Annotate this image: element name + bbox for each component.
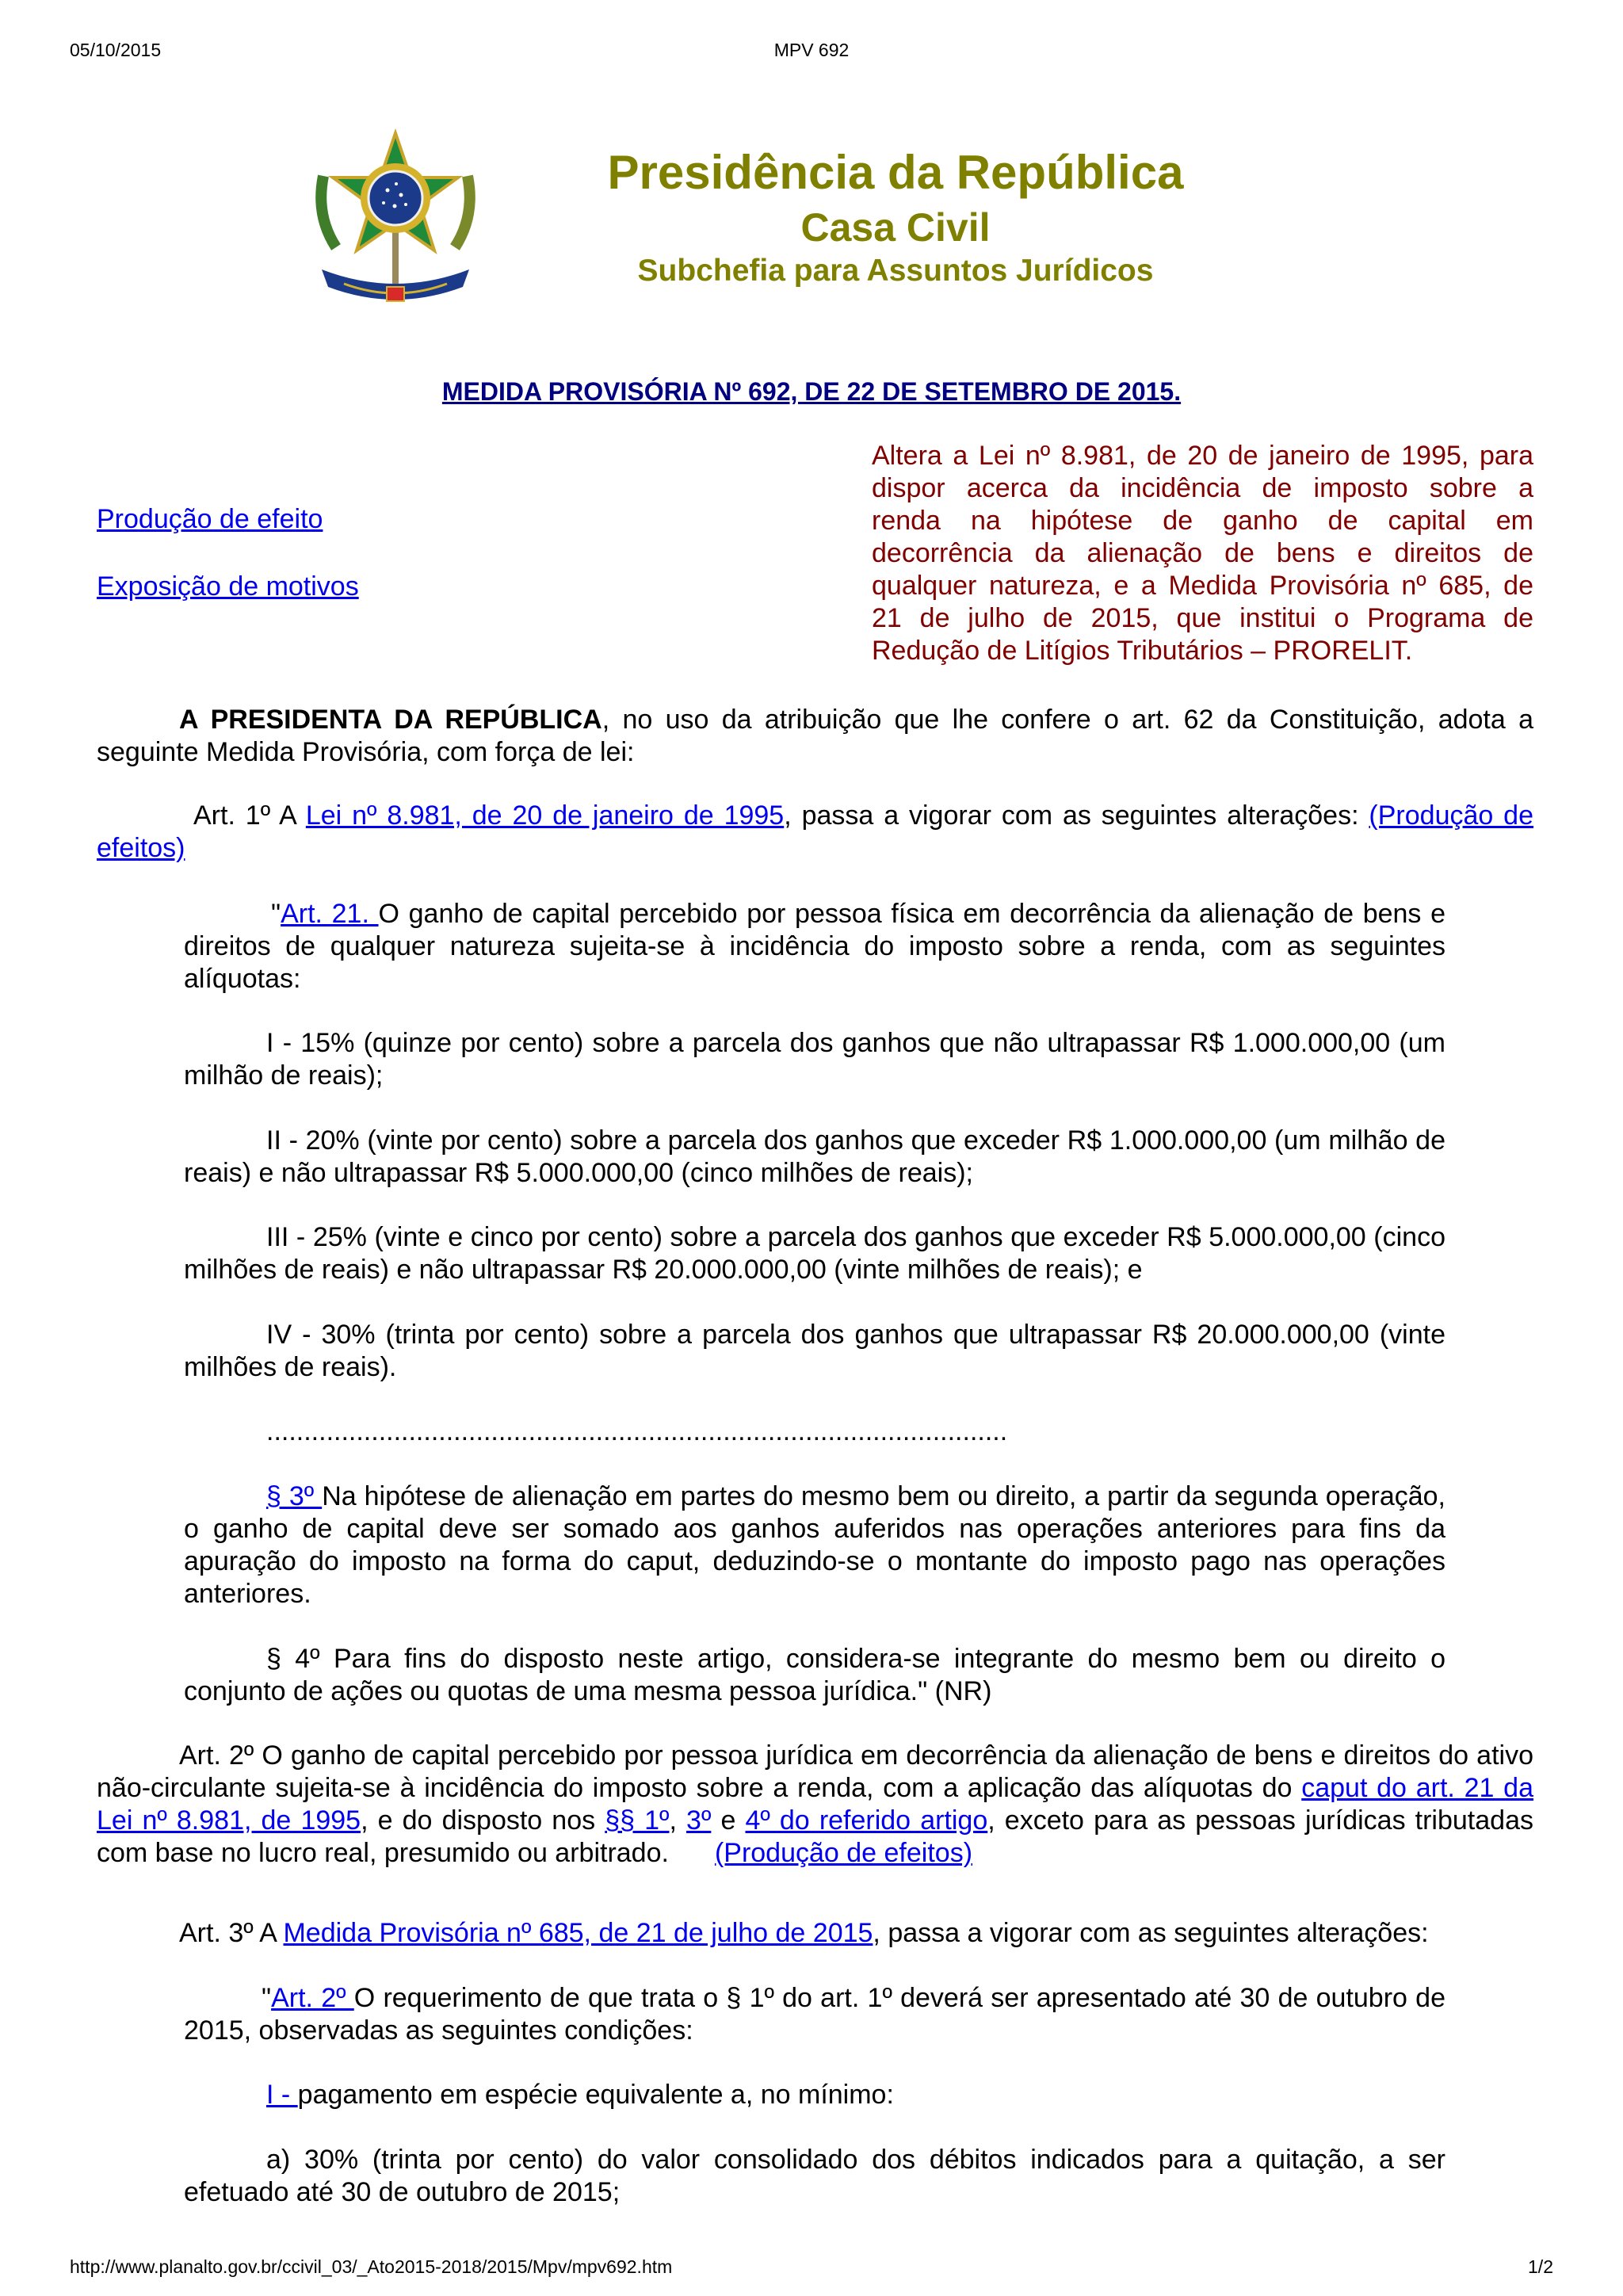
- mp685-inciso-i: [184, 2079, 1445, 2111]
- par-3-link[interactable]: § 3º: [266, 1481, 323, 1511]
- preamble: [97, 704, 1533, 769]
- ementa-line: Altera a Lei nº 8.981, de 20 de janeiro de 1995, para: [872, 441, 1533, 471]
- side-link-producao: [97, 504, 323, 535]
- masthead-casa-civil: Casa Civil: [800, 205, 991, 250]
- side-link-exposicao: [97, 571, 359, 602]
- inciso-ii: II - 20% (vinte por cento) sobre a parcela dos ganhos que exceder R$ 1.000.000,00 (um milhão de reais) e não ultrapassar R$ 5.000.000,00 (cinco milhões de reais);: [184, 1125, 1445, 1188]
- preamble-bold: A PRESIDENTA DA REPÚBLICA: [179, 705, 602, 735]
- par-3-text: Na hipótese de alienação em partes do mesmo bem ou direito, a partir da segunda operação, o ganho de capital deve ser somado aos ganhos auferidos nas operações anteriores para fins da apuração do imposto na forma do caput, deduzindo-se o montante do imposto pago nas operações anteriores.: [184, 1481, 1445, 1609]
- art-1-prefix: Art. 1º A: [193, 800, 306, 831]
- art-2-text-4: e: [711, 1805, 746, 1836]
- print-title: MPV 692: [773, 40, 850, 60]
- mp685-art-2-text: O requerimento de que trata o § 1º do art. 1º deverá ser apresentado até 30 de outubro de 2015, observadas as seguintes condições:: [184, 1983, 1445, 2046]
- producao-de-efeitos-link[interactable]: (Produção de efeitos): [97, 800, 1534, 863]
- masthead-presidencia: Presidência da República: [607, 146, 1184, 199]
- document-title: [0, 377, 1623, 407]
- caput-art-21-link[interactable]: caput do art. 21 da Lei nº 8.981, de 1995: [97, 1773, 1534, 1836]
- art-2-text-3: ,: [669, 1805, 687, 1836]
- exposicao-de-motivos-link[interactable]: Exposição de motivos: [97, 571, 359, 602]
- art-3-text: , passa a vigorar com as seguintes alterações:: [873, 1918, 1429, 1948]
- print-date: 05/10/2015: [70, 40, 162, 60]
- ementa-line: 21 de julho de 2015, que institui o Programa de: [872, 603, 1533, 633]
- art-1: [97, 800, 1533, 865]
- art-2-text-1: Art. 2º O ganho de capital percebido por pessoa jurídica em decorrência da alienação de bens e direitos do ativo não-circulante sujeita-se à incidência do imposto sobre a renda, com a aplicação das alíquotas do: [97, 1740, 1533, 1803]
- inciso-i-link[interactable]: I -: [266, 2080, 298, 2110]
- art-3-prefix: Art. 3º A: [179, 1918, 284, 1948]
- document-title-link[interactable]: MEDIDA PROVISÓRIA Nº 692, DE 22 DE SETEMBRO DE 2015.: [441, 377, 1182, 406]
- ementa-line: Redução de Litígios Tributários – PRORELIT.: [872, 636, 1413, 666]
- art-1-text: , passa a vigorar com as seguintes alterações:: [784, 800, 1369, 831]
- paragraph-4: § 4º Para fins do disposto neste artigo, considera-se integrante do mesmo bem ou direito o conjunto de ações ou quotas de uma mesma pessoa jurídica." (NR): [184, 1644, 1445, 1706]
- paragraph-4-link[interactable]: 4º do referido artigo: [745, 1805, 988, 1836]
- open-quote: ": [262, 1983, 272, 2013]
- preamble-text: , no uso da atribuição que lhe confere o art. 62 da Constituição, adota a seguinte Medida Provisória, com força de lei:: [97, 705, 1534, 767]
- ementa: [872, 440, 1533, 667]
- mp685-inciso-i-text: pagamento em espécie equivalente a, no mínimo:: [297, 2080, 894, 2110]
- paragraph-1-link[interactable]: §§ 1º: [605, 1805, 670, 1836]
- lei-8981-link[interactable]: Lei nº 8.981, de 20 de janeiro de 1995: [305, 800, 785, 831]
- ementa-line: qualquer natureza, e a Medida Provisória nº 685, de: [872, 571, 1533, 601]
- art-2-text-5: , exceto para as pessoas jurídicas tributadas com base no lucro real, presumido ou arbitrado.: [97, 1805, 1533, 1868]
- inciso-i: I - 15% (quinze por cento) sobre a parcela dos ganhos que não ultrapassar R$ 1.000.000,00 (um milhão de reais);: [184, 1028, 1445, 1091]
- paragraph-3-link[interactable]: 3º: [686, 1805, 712, 1836]
- art-21: [184, 898, 1445, 995]
- ementa-line: renda na hipótese de ganho de capital em: [872, 506, 1533, 536]
- alinea-a: a) 30% (trinta por cento) do valor consolidado dos débitos indicados para a quitação, a ser efetuado até 30 de outubro de 2015;: [184, 2145, 1445, 2207]
- producao-de-efeito-link[interactable]: Produção de efeito: [97, 504, 323, 534]
- open-quote: ": [271, 899, 281, 929]
- mp685-art-2-link[interactable]: Art. 2º: [271, 1983, 354, 2013]
- masthead-subchefia: Subchefia para Assuntos Jurídicos: [637, 254, 1154, 288]
- mp685-art-2: [184, 1982, 1445, 2047]
- paragraph-3: [184, 1480, 1445, 1610]
- art-21-link[interactable]: Art. 21.: [281, 899, 379, 929]
- page-number: 1/2: [1528, 2256, 1553, 2277]
- inciso-iii: III - 25% (vinte e cinco por cento) sobre a parcela dos ganhos que exceder R$ 5.000.000,00 (cinco milhões de reais) e não ultrapassar R$ 20.000.000,00 (vinte milhões de reais); e: [184, 1222, 1445, 1285]
- art-2-text-2: , e do disposto nos: [361, 1805, 605, 1836]
- ementa-line: dispor acerca da incidência de imposto sobre a: [872, 473, 1533, 503]
- ementa-line: decorrência da alienação de bens e direitos de: [872, 538, 1533, 568]
- mp-685-link[interactable]: Medida Provisória nº 685, de 21 de julho de 2015: [283, 1918, 873, 1948]
- art-2: [97, 1740, 1533, 1870]
- inciso-iv: IV - 30% (trinta por cento) sobre a parcela dos ganhos que ultrapassar R$ 20.000.000,00 (vinte milhões de reais).: [184, 1320, 1445, 1382]
- producao-de-efeitos-link[interactable]: (Produção de efeitos): [714, 1838, 973, 1868]
- art-3: [97, 1917, 1533, 1950]
- omitted-text-dots: ...................................................................................................: [266, 1416, 1008, 1446]
- art-21-text: O ganho de capital percebido por pessoa física em decorrência da alienação de bens e direitos de qualquer natureza sujeita-se à incidência do imposto sobre a renda, com as seguintes alíquotas:: [184, 899, 1445, 994]
- page-url: http://www.planalto.gov.br/ccivil_03/_Ato2015-2018/2015/Mpv/mpv692.htm: [70, 2256, 673, 2277]
